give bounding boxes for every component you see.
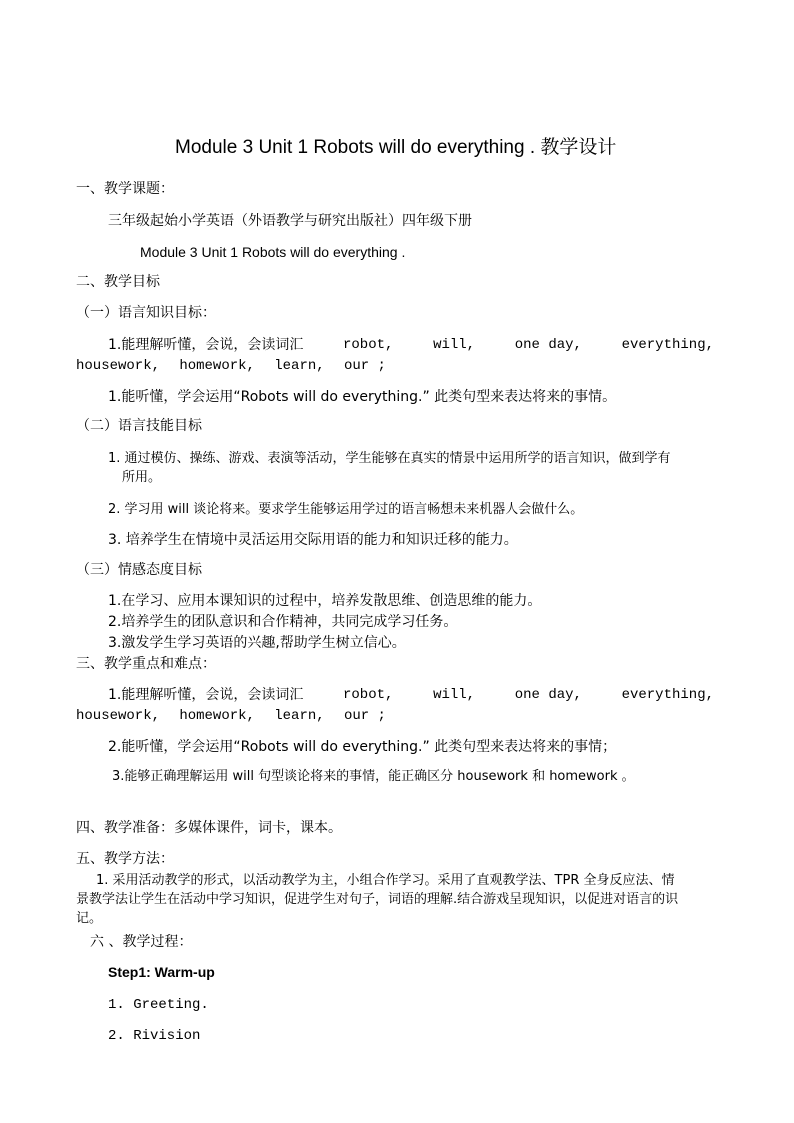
key-point-2: 2.能听懂，学会运用“Robots will do everything.” 此类句型来表达将来的事情； xyxy=(108,739,617,755)
key-point-3: 3.能够正确理解运用 will 句型谈论将来的事情，能正确区分 housework 和 homework 。 xyxy=(112,769,635,784)
section-2-heading: 二、教学目标 xyxy=(76,274,160,290)
word-one-day: one day, xyxy=(514,337,582,353)
word-everything: everything, xyxy=(621,687,714,703)
subsection-skills: （二）语言技能目标 xyxy=(76,418,202,434)
key-point-1-line-b xyxy=(76,707,386,725)
word-robot: robot, xyxy=(343,687,394,703)
word-our: our ; xyxy=(343,708,386,724)
subsection-attitude: （三）情感态度目标 xyxy=(76,562,202,578)
word-will: will, xyxy=(433,337,476,353)
skill-goal-2: 2. 学习用 will 谈论将来。要求学生能够运用学过的语言畅想未来机器人会做什么。 xyxy=(108,502,584,517)
word-one-day: one day, xyxy=(514,687,582,703)
module-line: Module 3 Unit 1 Robots will do everything . xyxy=(140,244,406,260)
step-item-revision: 2. Rivision xyxy=(108,1028,201,1044)
skill-goal-1-line-a: 1. 通过模仿、操练、游戏、表演等活动，学生能够在真实的情景中运用所学的语言知识，做到学有 xyxy=(108,451,671,466)
attitude-goal-3: 3.激发学生学习英语的兴趣,帮助学生树立信心。 xyxy=(108,635,406,651)
word-robot: robot, xyxy=(343,337,394,353)
word-housework: housework, xyxy=(76,358,161,374)
key-point-1-line-a xyxy=(108,686,714,704)
word-homework: homework, xyxy=(179,708,255,724)
attitude-goal-1: 1.在学习、应用本课知识的过程中，培养发散思维、创造思维的能力。 xyxy=(108,593,542,609)
section-5-heading: 五、教学方法： xyxy=(76,851,174,867)
word-learn: learn, xyxy=(274,708,325,724)
section-3-heading: 三、教学重点和难点： xyxy=(76,656,216,672)
step-item-greeting: 1. Greeting. xyxy=(108,997,209,1013)
subsection-knowledge: （一）语言知识目标： xyxy=(76,305,216,321)
knowledge-goal-1-line-b xyxy=(76,357,386,375)
attitude-goal-2: 2.培养学生的团队意识和合作精神，共同完成学习任务。 xyxy=(108,614,458,630)
word-housework: housework, xyxy=(76,708,161,724)
section-6-heading: 六 、教学过程： xyxy=(90,934,193,950)
section-4-preparation: 四、教学准备：多媒体课件，词卡，课本。 xyxy=(76,820,342,836)
word-learn: learn, xyxy=(274,358,325,374)
word-our: our ; xyxy=(343,358,386,374)
word-will: will, xyxy=(433,687,476,703)
method-line-3: 记。 xyxy=(76,911,103,926)
knowledge-goal-1-lead: 1.能理解听懂，会说，会读词汇 xyxy=(108,337,304,353)
word-homework: homework, xyxy=(179,358,255,374)
skill-goal-1-line-b: 所用。 xyxy=(122,470,162,485)
method-line-2: 景教学法让学生在活动中学习知识，促进学生对句子，词语的理解.结合游戏呈现知识，以促进对语言的识 xyxy=(76,892,679,907)
knowledge-goal-2: 1.能听懂，学会运用“Robots will do everything.” 此类句型来表达将来的事情。 xyxy=(108,389,617,405)
knowledge-goal-1-line-a xyxy=(108,336,714,354)
method-line-1: 1. 采用活动教学的形式，以活动教学为主，小组合作学习。采用了直观教学法、TPR 全身反应法、情 xyxy=(96,873,675,888)
document-title: Module 3 Unit 1 Robots will do everything . 教学设计 xyxy=(175,137,617,158)
textbook-line: 三年级起始小学英语（外语教学与研究出版社）四年级下册 xyxy=(108,213,472,229)
key-point-1-lead: 1.能理解听懂，会说，会读词汇 xyxy=(108,687,304,703)
word-everything: everything, xyxy=(621,337,714,353)
skill-goal-3: 3. 培养学生在情境中灵活运用交际用语的能力和知识迁移的能力。 xyxy=(108,532,518,548)
section-1-heading: 一、教学课题： xyxy=(76,181,174,197)
step-1-heading: Step1: Warm-up xyxy=(108,964,215,980)
